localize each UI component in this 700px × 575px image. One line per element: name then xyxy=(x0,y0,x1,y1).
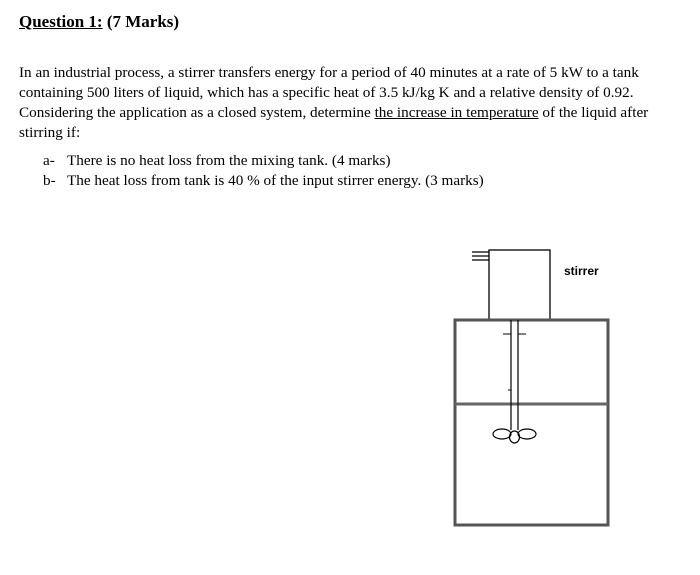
stirrer-label: stirrer xyxy=(564,264,599,278)
question-marks: (7 Marks) xyxy=(106,12,180,31)
tank-outline xyxy=(455,320,608,525)
question-parts-list xyxy=(43,151,484,191)
list-text-a: There is no heat loss from the mixing tank. (4 marks) xyxy=(67,152,391,169)
paragraph-text-start: In an industrial process, a stirrer transfers energy for a period of 40 minutes at a rate of 5 kW to a tank containing 500 liters of liquid, which has a specific heat of 3.5 kJ/kg K and a relative density of 0.92. Considering the application as a closed system, determine xyxy=(19,64,639,121)
stirrer-motor-box xyxy=(489,250,550,320)
list-item-b xyxy=(43,171,484,191)
list-marker-b: b- xyxy=(43,172,56,189)
question-paragraph xyxy=(19,63,679,143)
paragraph-underlined-text: the increase in temperature xyxy=(374,104,539,121)
paragraph-text-end: of the liquid after stirring if: xyxy=(19,104,649,141)
question-label: Question 1: xyxy=(19,12,103,31)
question-heading xyxy=(19,12,179,32)
list-text-b: The heat loss from tank is 40 % of the input stirrer energy. (3 marks) xyxy=(67,172,484,189)
list-item-a xyxy=(43,151,484,171)
stirrer-tank-diagram xyxy=(440,240,630,540)
list-marker-a: a- xyxy=(43,152,55,169)
